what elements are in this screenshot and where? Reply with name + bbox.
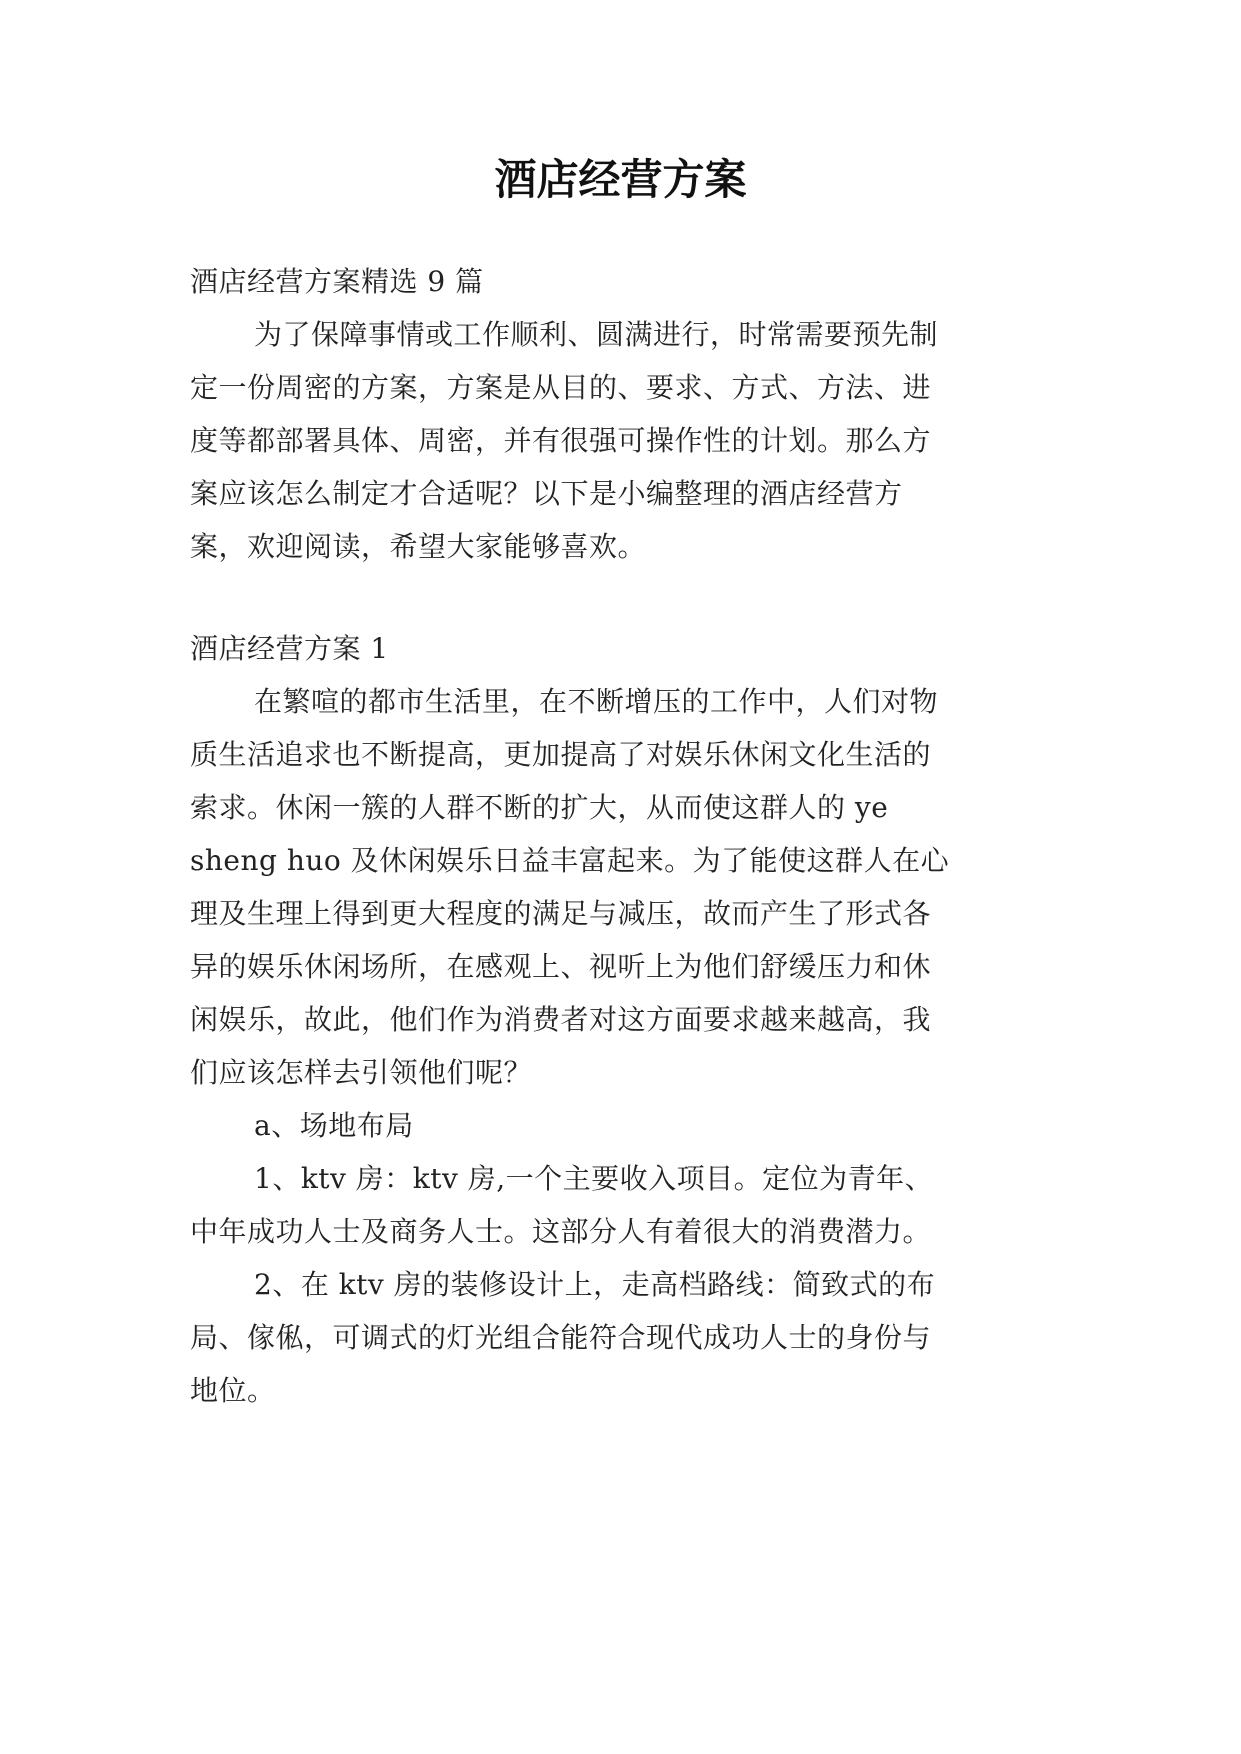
intro-line: 度等都部署具体、周密，并有很强可操作性的计划。那么方 [190,424,932,457]
list-item-line: 2、在 ktv 房的装修设计上，走高档路线：简致式的布 [254,1268,936,1301]
body-line: 索求。休闲一簇的人群不断的扩大，从而使这群人的 ye [190,791,889,824]
intro-line: 定一份周密的方案，方案是从目的、要求、方式、方法、进 [190,371,932,404]
body-line: 异的娱乐休闲场所，在感观上、视听上为他们舒缓压力和休 [190,950,932,983]
intro-line: 案，欢迎阅读，希望大家能够喜欢。 [190,530,647,563]
body-line: 在繁喧的都市生活里，在不断增压的工作中，人们对物 [254,685,939,718]
body-line: 理及生理上得到更大程度的满足与减压，故而产生了形式各 [190,897,932,930]
body-line: 们应该怎样去引领他们呢？ [190,1056,533,1089]
intro-line: 为了保障事情或工作顺利、圆满进行，时常需要预先制 [254,318,939,351]
section-heading: 酒店经营方案 1 [190,632,389,665]
list-item-line: 1、ktv 房：ktv 房,一个主要收入项目。定位为青年、 [254,1162,934,1195]
subsection-heading: a、场地布局 [254,1109,414,1142]
list-item-line: 地位。 [190,1374,276,1407]
list-item-line: 中年成功人士及商务人士。这部分人有着很大的消费潜力。 [190,1215,932,1248]
document-title: 酒店经营方案 [494,155,747,204]
list-item-line: 局、傢俬，可调式的灯光组合能符合现代成功人士的身份与 [190,1321,932,1354]
body-line: 闲娱乐，故此，他们作为消费者对这方面要求越来越高，我 [190,1003,932,1036]
intro-line: 案应该怎么制定才合适呢？以下是小编整理的酒店经营方 [190,477,903,510]
body-line: 质生活追求也不断提高，更加提高了对娱乐休闲文化生活的 [190,738,932,771]
document-subtitle: 酒店经营方案精选 9 篇 [190,265,484,298]
body-line: sheng huo 及休闲娱乐日益丰富起来。为了能使这群人在心 [190,844,950,877]
